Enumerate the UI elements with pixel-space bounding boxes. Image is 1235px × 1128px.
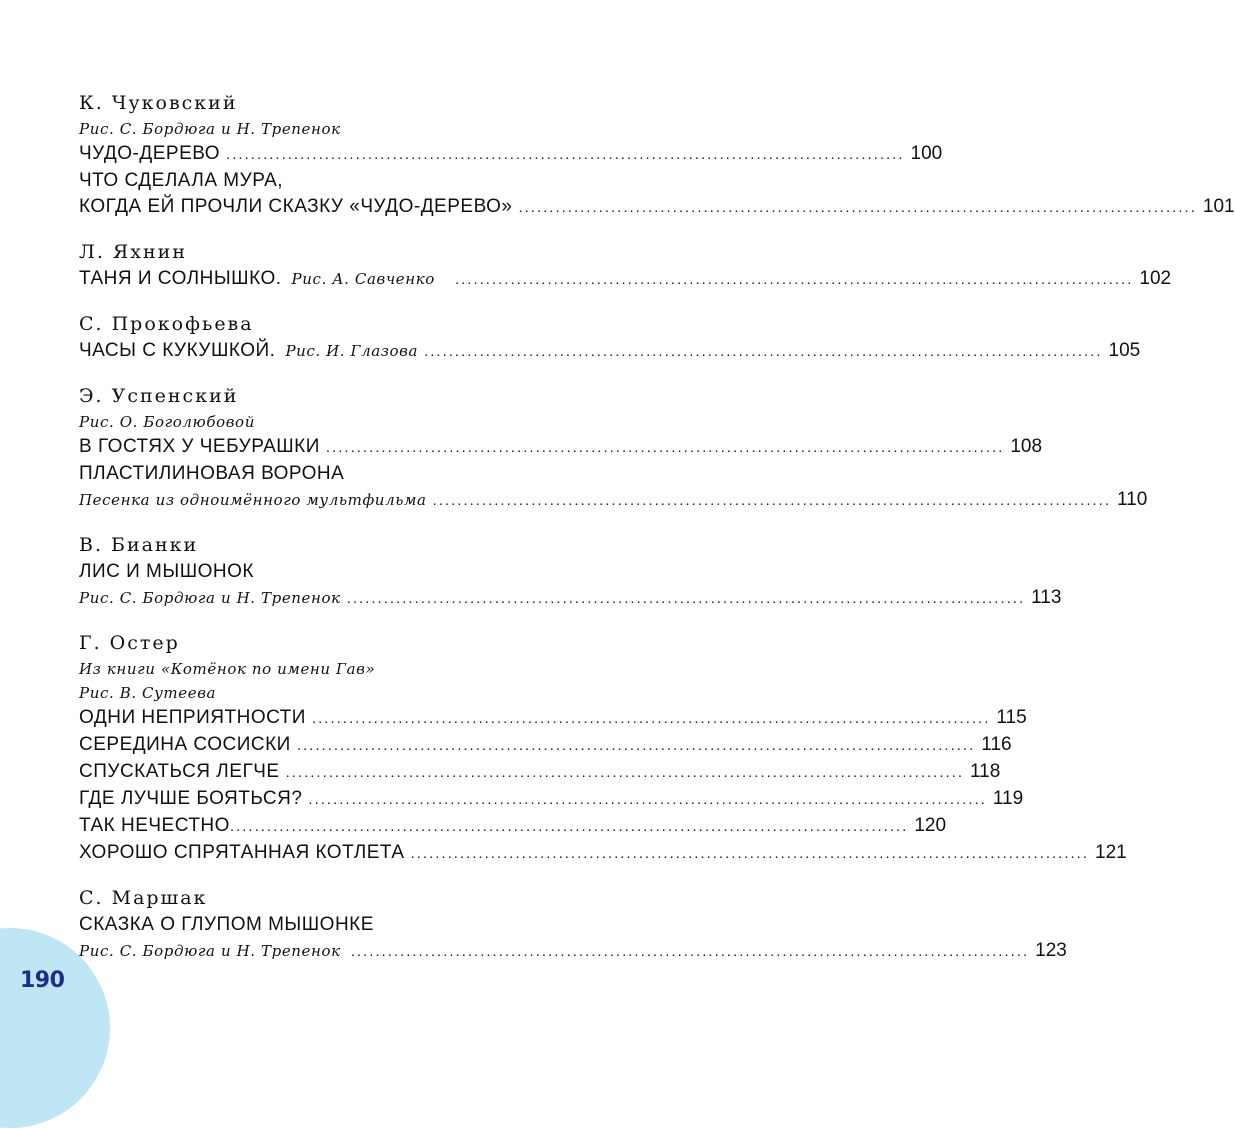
entry-page: 123 [1035, 940, 1067, 961]
section-marshak [79, 885, 1067, 965]
entry-page: 120 [914, 815, 947, 836]
dot-leader: .............................................................................................................. [424, 343, 1103, 360]
toc-entry[interactable] [79, 141, 943, 168]
dot-leader: .............................................................................................................. [296, 737, 976, 754]
author: Л. Яхнин [79, 241, 187, 263]
entry-page: 108 [1010, 436, 1043, 457]
toc-entry[interactable] [79, 585, 1062, 612]
author: Г. Остер [79, 632, 180, 654]
source-book: Из книги «Котёнок по имени Гав» [79, 660, 376, 678]
toc-entry[interactable] [79, 938, 1067, 965]
entry-subtitle: Рис. С. Бордюга и Н. Трепенок [79, 942, 341, 960]
dot-leader: .............................................................................................................. [350, 943, 1030, 960]
section-oster [79, 630, 1127, 867]
section-yakhnin [79, 239, 1172, 293]
toc-entry[interactable] [79, 266, 1172, 293]
illustrator: Рис. О. Боголюбовой [79, 413, 255, 431]
dot-leader: .............................................................................................................. [432, 492, 1112, 509]
toc-entry[interactable] [79, 487, 1148, 514]
entry-page: 121 [1095, 842, 1127, 863]
section-bianki [79, 532, 1062, 612]
toc-entry[interactable] [79, 194, 1235, 221]
dot-leader: .............................................................................................................. [308, 791, 987, 808]
toc-entry[interactable] [79, 732, 1012, 759]
entry-page: 100 [910, 143, 943, 164]
toc-entry[interactable] [79, 786, 1024, 813]
toc-entry[interactable] [79, 813, 947, 840]
toc-entry[interactable] [79, 840, 1127, 867]
entry-title-line: ПЛАСТИЛИНОВАЯ ВОРОНА [79, 463, 345, 484]
section-uspensky [79, 383, 1148, 514]
entry-title: КОГДА ЕЙ ПРОЧЛИ СКАЗКУ «ЧУДО-ДЕРЕВО» [79, 196, 513, 217]
entry-title: ТАНЯ И СОЛНЫШКО. [79, 268, 282, 289]
entry-page: 105 [1108, 340, 1141, 361]
toc-entry[interactable] [79, 434, 1043, 461]
entry-title-line: ЛИС И МЫШОНОК [79, 561, 254, 582]
entry-title: ХОРОШО СПРЯТАННАЯ КОТЛЕТА [79, 842, 405, 863]
entry-note: Рис. А. Савченко [291, 270, 435, 288]
toc-entry[interactable] [79, 759, 1001, 786]
dot-leader: .............................................................................................................. [325, 439, 1005, 456]
author: Э. Успенский [79, 385, 239, 407]
table-of-contents [79, 90, 1235, 983]
entry-title: ОДНИ НЕПРИЯТНОСТИ [79, 707, 306, 728]
dot-leader: .............................................................................................................. [410, 845, 1089, 862]
toc-entry[interactable] [79, 705, 1027, 732]
entry-note: Рис. И. Глазова [285, 342, 419, 360]
entry-subtitle: Песенка из одноимённого мультфильма [79, 491, 427, 509]
dot-leader: .............................................................................................................. [518, 199, 1197, 216]
entry-title: ГДЕ ЛУЧШЕ БОЯТЬСЯ? [79, 788, 303, 809]
dot-leader: .............................................................................................................. [226, 146, 905, 163]
section-prokofieva [79, 311, 1141, 365]
entry-subtitle: Рис. С. Бордюга и Н. Трепенок [79, 589, 341, 607]
entry-title: ТАК НЕЧЕСТНО [79, 815, 230, 836]
entry-page: 110 [1117, 489, 1148, 510]
dot-leader: .............................................................................................................. [285, 764, 965, 781]
author: К. Чуковский [79, 92, 238, 114]
entry-page: 113 [1031, 587, 1062, 608]
entry-title: ЧАСЫ С КУКУШКОЙ. [79, 340, 276, 361]
author: В. Бианки [79, 534, 199, 556]
dot-leader: .............................................................................................................. [311, 710, 991, 727]
section-chukovsky [79, 90, 1235, 221]
illustrator: Рис. С. Бордюга и Н. Трепенок [79, 120, 341, 138]
entry-title: В ГОСТЯХ У ЧЕБУРАШКИ [79, 436, 320, 457]
entry-page: 119 [992, 788, 1024, 809]
toc-entry[interactable] [79, 338, 1141, 365]
entry-page: 118 [970, 761, 1001, 782]
dot-leader: .............................................................................................................. [454, 271, 1134, 288]
entry-title-line: ЧТО СДЕЛАЛА МУРА, [79, 170, 284, 191]
dot-leader: .............................................................................................................. [346, 590, 1026, 607]
author: С. Прокофьева [79, 313, 254, 335]
entry-page: 116 [981, 734, 1012, 755]
entry-title: СПУСКАТЬСЯ ЛЕГЧЕ [79, 761, 280, 782]
entry-page: 101 [1202, 196, 1235, 217]
page-number: 190 [20, 968, 65, 993]
entry-title-line: СКАЗКА О ГЛУПОМ МЫШОНКЕ [79, 914, 374, 935]
entry-page: 102 [1139, 268, 1172, 289]
dot-leader: .............................................................................................................. [229, 818, 909, 835]
entry-title: СЕРЕДИНА СОСИСКИ [79, 734, 291, 755]
entry-page: 115 [996, 707, 1027, 728]
author: С. Маршак [79, 887, 208, 909]
entry-title: ЧУДО-ДЕРЕВО [79, 143, 221, 164]
illustrator: Рис. В. Сутеева [79, 684, 217, 702]
